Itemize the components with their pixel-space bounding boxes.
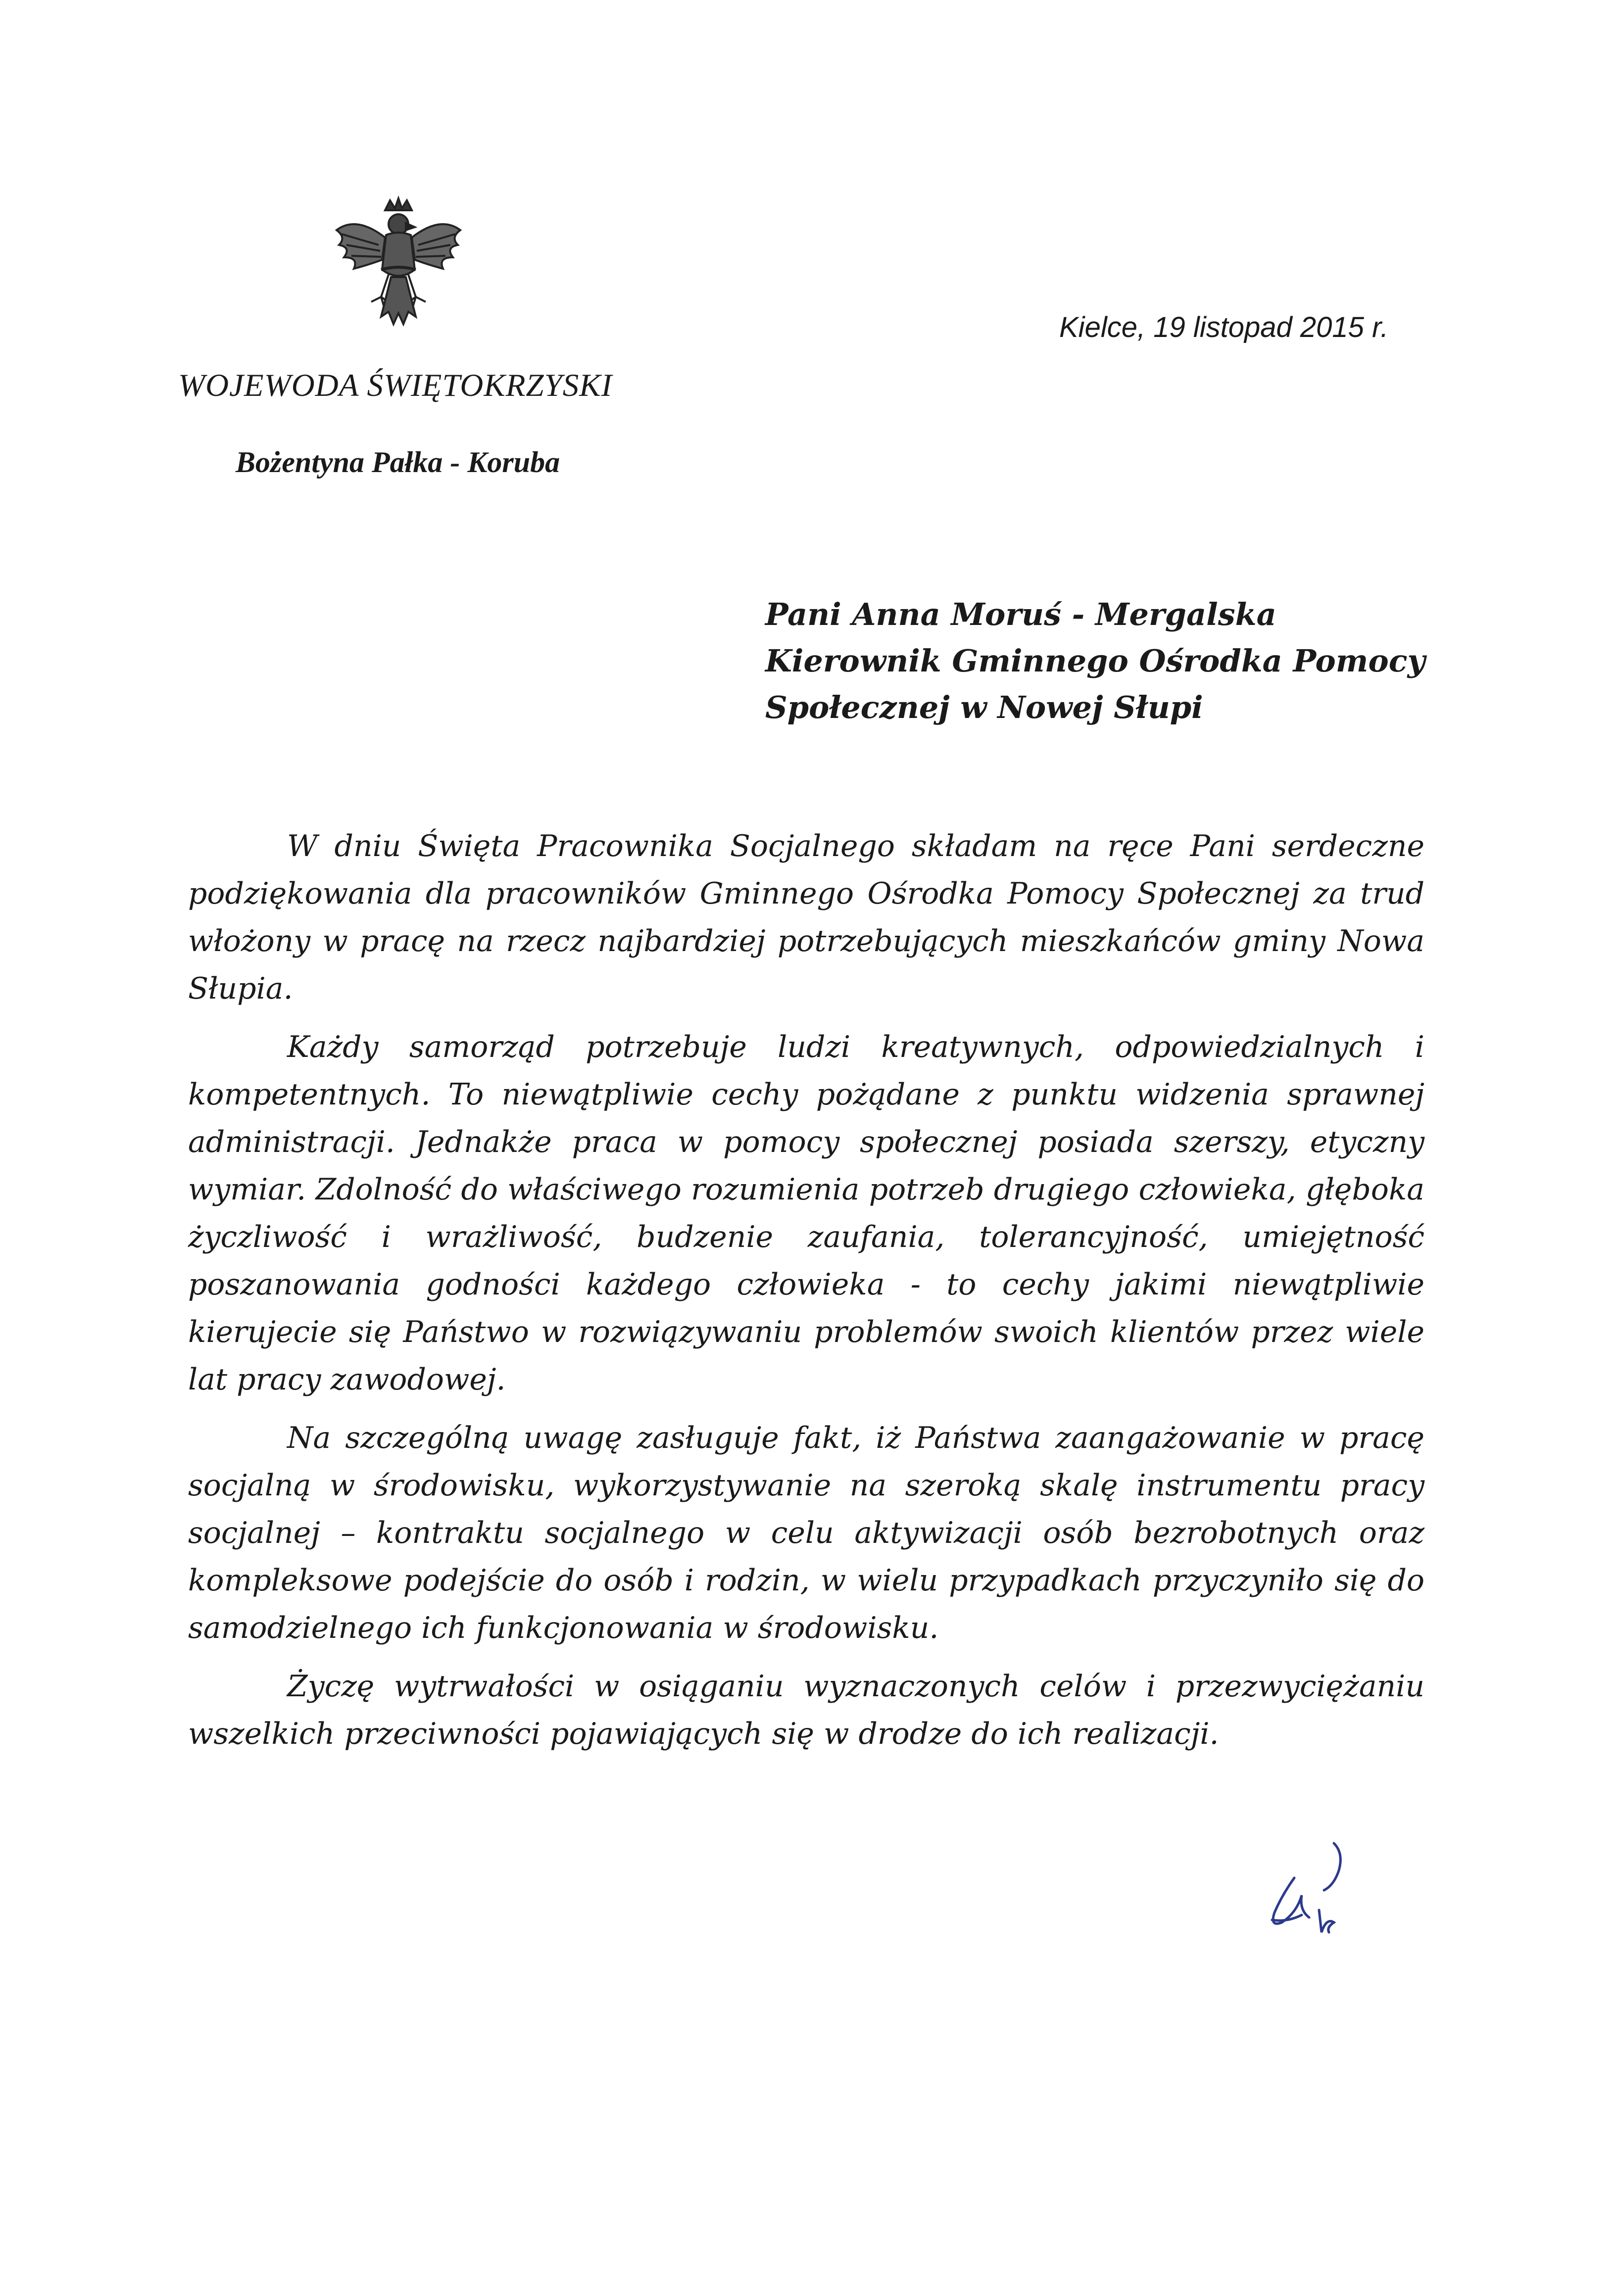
body-paragraph: Na szczególną uwagę zasługuje fakt, iż Państwa zaangażowanie w pracę socjalną w środowisku, wykorzystywanie na szeroką skalę instrumentu pracy socjalnej – kontraktu socjalnego w celu aktywizacji osób bezrobotnych oraz kompleksowe podejście do osób i rodzin, w wielu przypadkach przyczyniło się do samodzielnego ich funkcjonowania w środowisku. bbox=[188, 1421, 1424, 1645]
office-title: WOJEWODA ŚWIĘTOKRZYSKI bbox=[178, 368, 613, 403]
body-paragraph: Każdy samorząd potrzebuje ludzi kreatywnych, odpowiedzialnych i kompetentnych. To niewątpliwie cechy pożądane z punktu widzenia sprawnej administracji. Jednakże praca w pomocy społecznej posiada szerszy, etyczny wymiar. Zdolność do właściwego rozumienia potrzeb drugiego człowieka, głęboka życzliwość i wrażliwość, budzenie zaufania, tolerancyjność, umiejętność poszanowania godności każdego człowieka - to cechy jakimi niewątpliwie kierujecie się Państwo w rozwiązywaniu problemów swoich klientów przez wiele lat pracy zawodowej. bbox=[188, 1030, 1424, 1397]
polish-eagle-emblem-icon bbox=[327, 195, 470, 334]
signer-name: Bożentyna Pałka - Koruba bbox=[236, 446, 560, 478]
addressee-position-line-1: Kierownik Gminnego Ośrodka Pomocy bbox=[765, 643, 1425, 679]
place-date: Kielce, 19 listopad 2015 r. bbox=[1059, 311, 1389, 343]
body-paragraph: W dniu Święta Pracownika Socjalnego składam na ręce Pani serdeczne podziękowania dla pracowników Gminnego Ośrodka Pomocy Społecznej za trud włożony w pracę na rzecz najbardziej potrzebujących mieszkańców gminy Nowa Słupia. bbox=[188, 829, 1424, 1006]
letter-body bbox=[188, 822, 1424, 1769]
addressee-block bbox=[765, 591, 1425, 731]
addressee-name: Pani Anna Moruś - Mergalska bbox=[765, 596, 1276, 632]
handwritten-signature-icon bbox=[1227, 1831, 1376, 1955]
body-paragraph: Życzę wytrwałości w osiąganiu wyznaczonych celów i przezwyciężaniu wszelkich przeciwności pojawiających się w drodze do ich realizacji. bbox=[188, 1669, 1424, 1751]
addressee-position-line-2: Społecznej w Nowej Słupi bbox=[765, 689, 1203, 725]
